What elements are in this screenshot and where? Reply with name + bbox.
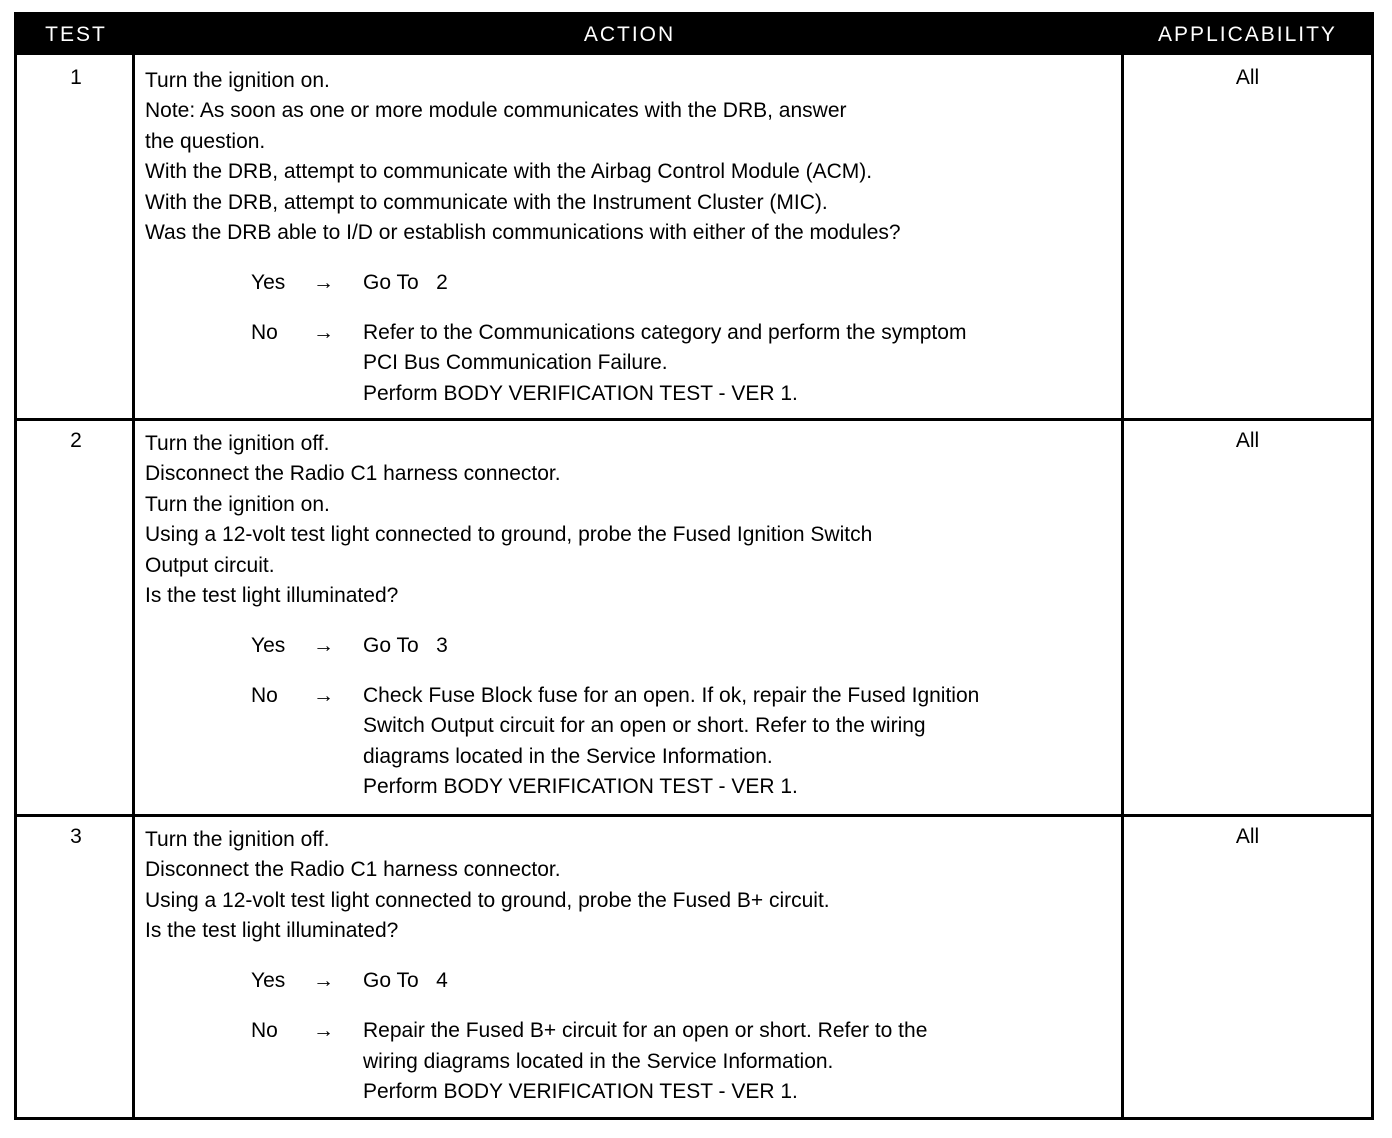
no-result [363,681,1115,803]
yes-option [145,966,1115,996]
row-divider [17,814,1371,817]
action-line: Is the test light illuminated? [145,584,399,608]
yes-label: Yes [251,969,286,993]
action-line: Disconnect the Radio C1 harness connector. [145,462,561,486]
no-result [363,318,1115,409]
no-result-line: Check Fuse Block fuse for an open. If ok, repair the Fused Ignition [363,684,980,708]
row-divider [17,418,1371,421]
column-divider [1121,421,1124,814]
action-line: With the DRB, attempt to communicate with the Airbag Control Module (ACM). [145,160,873,184]
yes-result: Go To 4 [363,969,448,993]
test-number: 1 [70,66,82,89]
action-cell [145,429,1115,803]
no-result-line: Switch Output circuit for an open or short. Refer to the wiring [363,714,926,738]
no-result-line: PCI Bus Communication Failure. [363,351,668,375]
arrow-icon: → [313,684,334,708]
action-line: Output circuit. [145,553,275,577]
no-option [145,318,1115,409]
action-line: With the DRB, attempt to communicate with the Instrument Cluster (MIC). [145,190,828,214]
action-line: Using a 12-volt test light connected to ground, probe the Fused Ignition Switch [145,523,873,547]
applicability-value: All [1235,66,1260,89]
arrow-icon: → [313,321,334,345]
arrow-icon: → [313,271,334,295]
no-result [363,1016,1115,1107]
header-applicability: APPLICABILITY [1158,23,1337,46]
yes-result: Go To 3 [363,634,448,658]
action-line: Turn the ignition off. [145,828,330,851]
arrow-icon: → [313,969,334,993]
header-test: TEST [45,23,107,46]
no-result-line: Perform BODY VERIFICATION TEST - VER 1. [363,775,798,799]
test-number: 2 [70,429,82,452]
no-result-line: wiring diagrams located in the Service Information. [363,1049,834,1073]
action-line: Turn the ignition on. [145,492,330,516]
yes-label: Yes [251,271,286,295]
no-result-line: Perform BODY VERIFICATION TEST - VER 1. [363,1080,798,1104]
diagnostic-test-table [14,12,1374,1120]
no-result-line: diagrams located in the Service Information. [363,744,773,768]
action-line: Is the test light illuminated? [145,919,399,943]
action-line: Using a 12-volt test light connected to ground, probe the Fused B+ circuit. [145,888,830,912]
no-result-line: Repair the Fused B+ circuit for an open or short. Refer to the [363,1019,928,1043]
action-cell [145,825,1115,1107]
column-divider [132,817,135,1117]
action-line: Was the DRB able to I/D or establish communications with either of the modules? [145,221,901,245]
action-line: Note: As soon as one or more module communicates with the DRB, answer [145,99,847,123]
yes-option [145,268,1115,298]
applicability-value: All [1235,825,1260,848]
action-cell [145,66,1115,409]
yes-result: Go To 2 [363,271,448,295]
action-line: Turn the ignition on. [145,69,330,92]
column-divider [132,55,135,418]
no-result-line: Refer to the Communications category and perform the symptom [363,321,967,345]
arrow-icon: → [313,634,334,658]
no-label: No [251,684,278,708]
column-divider [1121,55,1124,418]
no-label: No [251,321,278,345]
action-line: Disconnect the Radio C1 harness connector. [145,858,561,882]
test-number: 3 [70,825,82,848]
table-header [17,15,1371,55]
column-divider [132,421,135,814]
action-line: the question. [145,129,266,153]
column-divider [1121,817,1124,1117]
arrow-icon: → [313,1019,334,1043]
no-option [145,1016,1115,1107]
yes-label: Yes [251,634,286,658]
no-label: No [251,1019,278,1043]
header-action: ACTION [583,23,676,46]
no-option [145,681,1115,803]
no-result-line: Perform BODY VERIFICATION TEST - VER 1. [363,381,798,405]
yes-option [145,631,1115,661]
action-line: Turn the ignition off. [145,432,330,455]
applicability-value: All [1235,429,1260,452]
